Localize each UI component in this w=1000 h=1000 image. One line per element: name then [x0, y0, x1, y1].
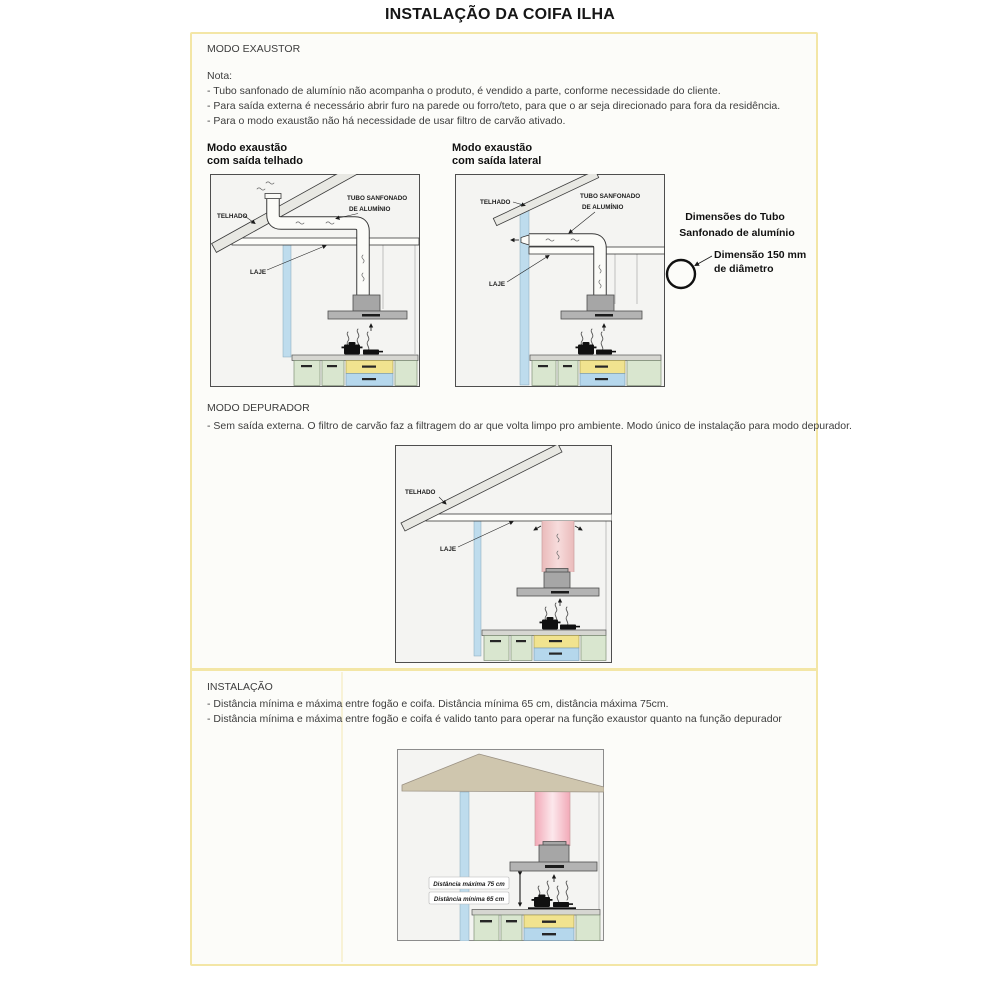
tube-dimension-line1: Dimensão 150 mm — [714, 249, 807, 261]
cabinets — [530, 355, 661, 386]
diagram-title-line: Modo exaustão — [207, 142, 288, 154]
countertop — [530, 355, 661, 361]
label-tubo-line1: TUBO SANFONADO — [580, 193, 641, 200]
label-tubo-line2: DE ALUMÍNIO — [349, 206, 391, 213]
label-tubo-line2: DE ALUMÍNIO — [582, 204, 624, 211]
section-heading-instalacao: INSTALAÇÃO — [207, 681, 273, 693]
label-laje: LAJE — [250, 269, 267, 276]
tube-dimension-line2: de diâmetro — [714, 263, 774, 275]
note-line: - Para o modo exaustão não há necessidade de usar filtro de carvão ativado. — [207, 115, 566, 127]
note-line: - Tubo sanfonado de alumínio não acompanha o produto, é vendido a parte, conforme necessidade do cliente. — [207, 85, 721, 97]
tube-heading-line1: Dimensões do Tubo — [685, 211, 785, 223]
diameter-pointer — [695, 256, 712, 266]
wall-column — [520, 204, 529, 385]
page-title: INSTALAÇÃO DA COIFA ILHA — [385, 6, 615, 23]
recirculated-air-column — [535, 792, 570, 846]
tube-heading-line2: Sanfonado de alumínio — [679, 227, 795, 239]
section-heading-depurador: MODO DEPURADOR — [207, 402, 310, 414]
laje-slab — [232, 238, 419, 245]
cabinets — [482, 630, 606, 661]
exaustor-notes — [207, 84, 780, 129]
label-laje: LAJE — [440, 546, 457, 553]
note-line: - Distância mínima e máxima entre fogão e coifa é valido tanto para operar na função exaustor quanto na função depurador — [207, 713, 782, 725]
label-telhado: TELHADO — [405, 489, 436, 496]
section-divider — [192, 668, 816, 671]
note-line: - Distância mínima e máxima entre fogão e coifa. Distância mínima 65 cm, distância máxima 75cm. — [207, 698, 669, 710]
instalacao-notes — [207, 697, 782, 727]
countertop — [472, 910, 600, 916]
diagram-depurador — [395, 445, 612, 663]
roof-vent-cap — [265, 194, 281, 199]
diagram-title-line: com saída telhado — [207, 155, 303, 167]
laje-slab — [426, 514, 612, 521]
label-telhado: TELHADO — [217, 213, 248, 220]
cabinets — [292, 355, 418, 386]
content-panel — [190, 32, 852, 966]
countertop — [292, 355, 418, 361]
diagram-distances — [397, 749, 604, 941]
diagram-side-exit — [455, 174, 665, 387]
diagram-title-line: com saída lateral — [452, 155, 542, 167]
support-column — [474, 521, 481, 656]
section-heading-exaustor: MODO EXAUSTOR — [207, 43, 301, 55]
support-column — [460, 792, 469, 941]
tube-dimension-callout — [652, 200, 822, 300]
note-line: - Para saída externa é necessário abrir furo na parede ou forro/teto, para que o ar seja direcionado para fora da residência. — [207, 100, 781, 112]
countertop — [482, 630, 606, 636]
label-distance-min: Distância mínima 65 cm — [433, 895, 505, 903]
label-telhado: TELHADO — [480, 199, 511, 206]
depurador-note: - Sem saída externa. O filtro de carvão faz a filtragem do ar que volta limpo pro ambiente. Modo único de instalação para modo depurador. — [207, 420, 852, 432]
label-laje: LAJE — [489, 281, 506, 288]
tube-diameter-circle — [667, 260, 695, 288]
diagram-title-roof-exit — [207, 142, 303, 168]
diagram-title-line: Modo exaustão — [452, 142, 533, 154]
label-tubo-line1: TUBO SANFONADO — [347, 195, 408, 202]
cabinets — [472, 910, 600, 941]
nota-label: Nota: — [207, 70, 233, 82]
diagram-title-side-exit — [452, 142, 541, 168]
label-distance-max: Distância máxima 75 cm — [433, 880, 505, 888]
diagram-roof-exit — [210, 174, 420, 387]
